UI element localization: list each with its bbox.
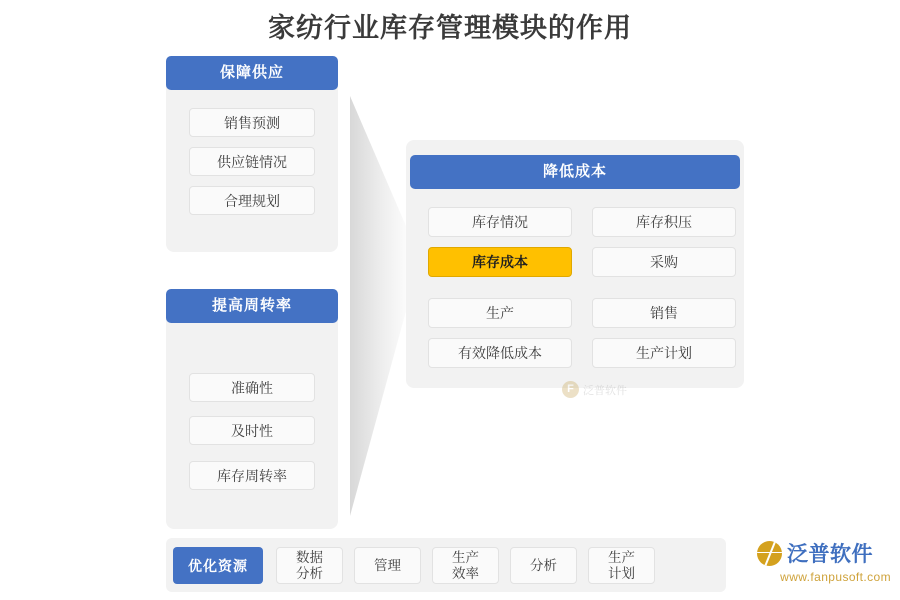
- chip-line-1: 数据: [296, 549, 323, 565]
- chip-line-1: 管理: [374, 557, 401, 573]
- panel-turnover: [166, 289, 338, 529]
- chip-procurement[interactable]: 采购: [592, 247, 736, 277]
- chip-reasonable-planning[interactable]: 合理规划: [189, 186, 315, 215]
- chip-inventory-cost[interactable]: 库存成本: [428, 247, 572, 277]
- chip-timeliness[interactable]: 及时性: [189, 416, 315, 445]
- page-title: 家纺行业库存管理模块的作用: [268, 13, 632, 43]
- chip-inventory-overstock[interactable]: 库存积压: [592, 207, 736, 237]
- panel-supply: [166, 56, 338, 252]
- brand-name: 泛普软件: [787, 543, 873, 566]
- panel-cost: [406, 140, 744, 388]
- chip-analysis[interactable]: [510, 547, 577, 584]
- brand-logo: [757, 538, 891, 594]
- chip-accuracy[interactable]: 准确性: [189, 373, 315, 402]
- chip-production-plan[interactable]: 生产计划: [592, 338, 736, 368]
- watermark: [562, 381, 627, 398]
- flow-arrow-icon: [344, 96, 414, 516]
- globe-icon: [757, 541, 782, 566]
- tag-optimize-resources[interactable]: 优化资源: [173, 547, 263, 584]
- chip-management[interactable]: [354, 547, 421, 584]
- watermark-logo-icon: F: [562, 381, 579, 398]
- chip-effective-cost-reduction[interactable]: 有效降低成本: [428, 338, 572, 368]
- chip-line-2: 效率: [452, 565, 479, 581]
- chip-supply-chain-status[interactable]: 供应链情况: [189, 147, 315, 176]
- chip-line-2: 分析: [296, 565, 323, 581]
- chip-production-plan-bottom[interactable]: [588, 547, 655, 584]
- chip-line-1: 分析: [530, 557, 557, 573]
- panel-cost-header: 降低成本: [410, 155, 740, 189]
- chip-production-efficiency[interactable]: [432, 547, 499, 584]
- chip-sales-forecast[interactable]: 销售预测: [189, 108, 315, 137]
- panel-bottom-bar: [166, 538, 726, 592]
- chip-inventory-turnover[interactable]: 库存周转率: [189, 461, 315, 490]
- chip-inventory-status[interactable]: 库存情况: [428, 207, 572, 237]
- panel-supply-header: 保障供应: [166, 56, 338, 90]
- chip-line-2: 计划: [608, 565, 635, 581]
- watermark-text: 泛普软件: [583, 384, 627, 397]
- chip-production[interactable]: 生产: [428, 298, 572, 328]
- chip-data-analysis[interactable]: [276, 547, 343, 584]
- panel-turnover-header: 提高周转率: [166, 289, 338, 323]
- chip-line-1: 生产: [608, 549, 635, 565]
- brand-url: www.fanpusoft.com: [780, 570, 891, 584]
- chip-sales[interactable]: 销售: [592, 298, 736, 328]
- chip-line-1: 生产: [452, 549, 479, 565]
